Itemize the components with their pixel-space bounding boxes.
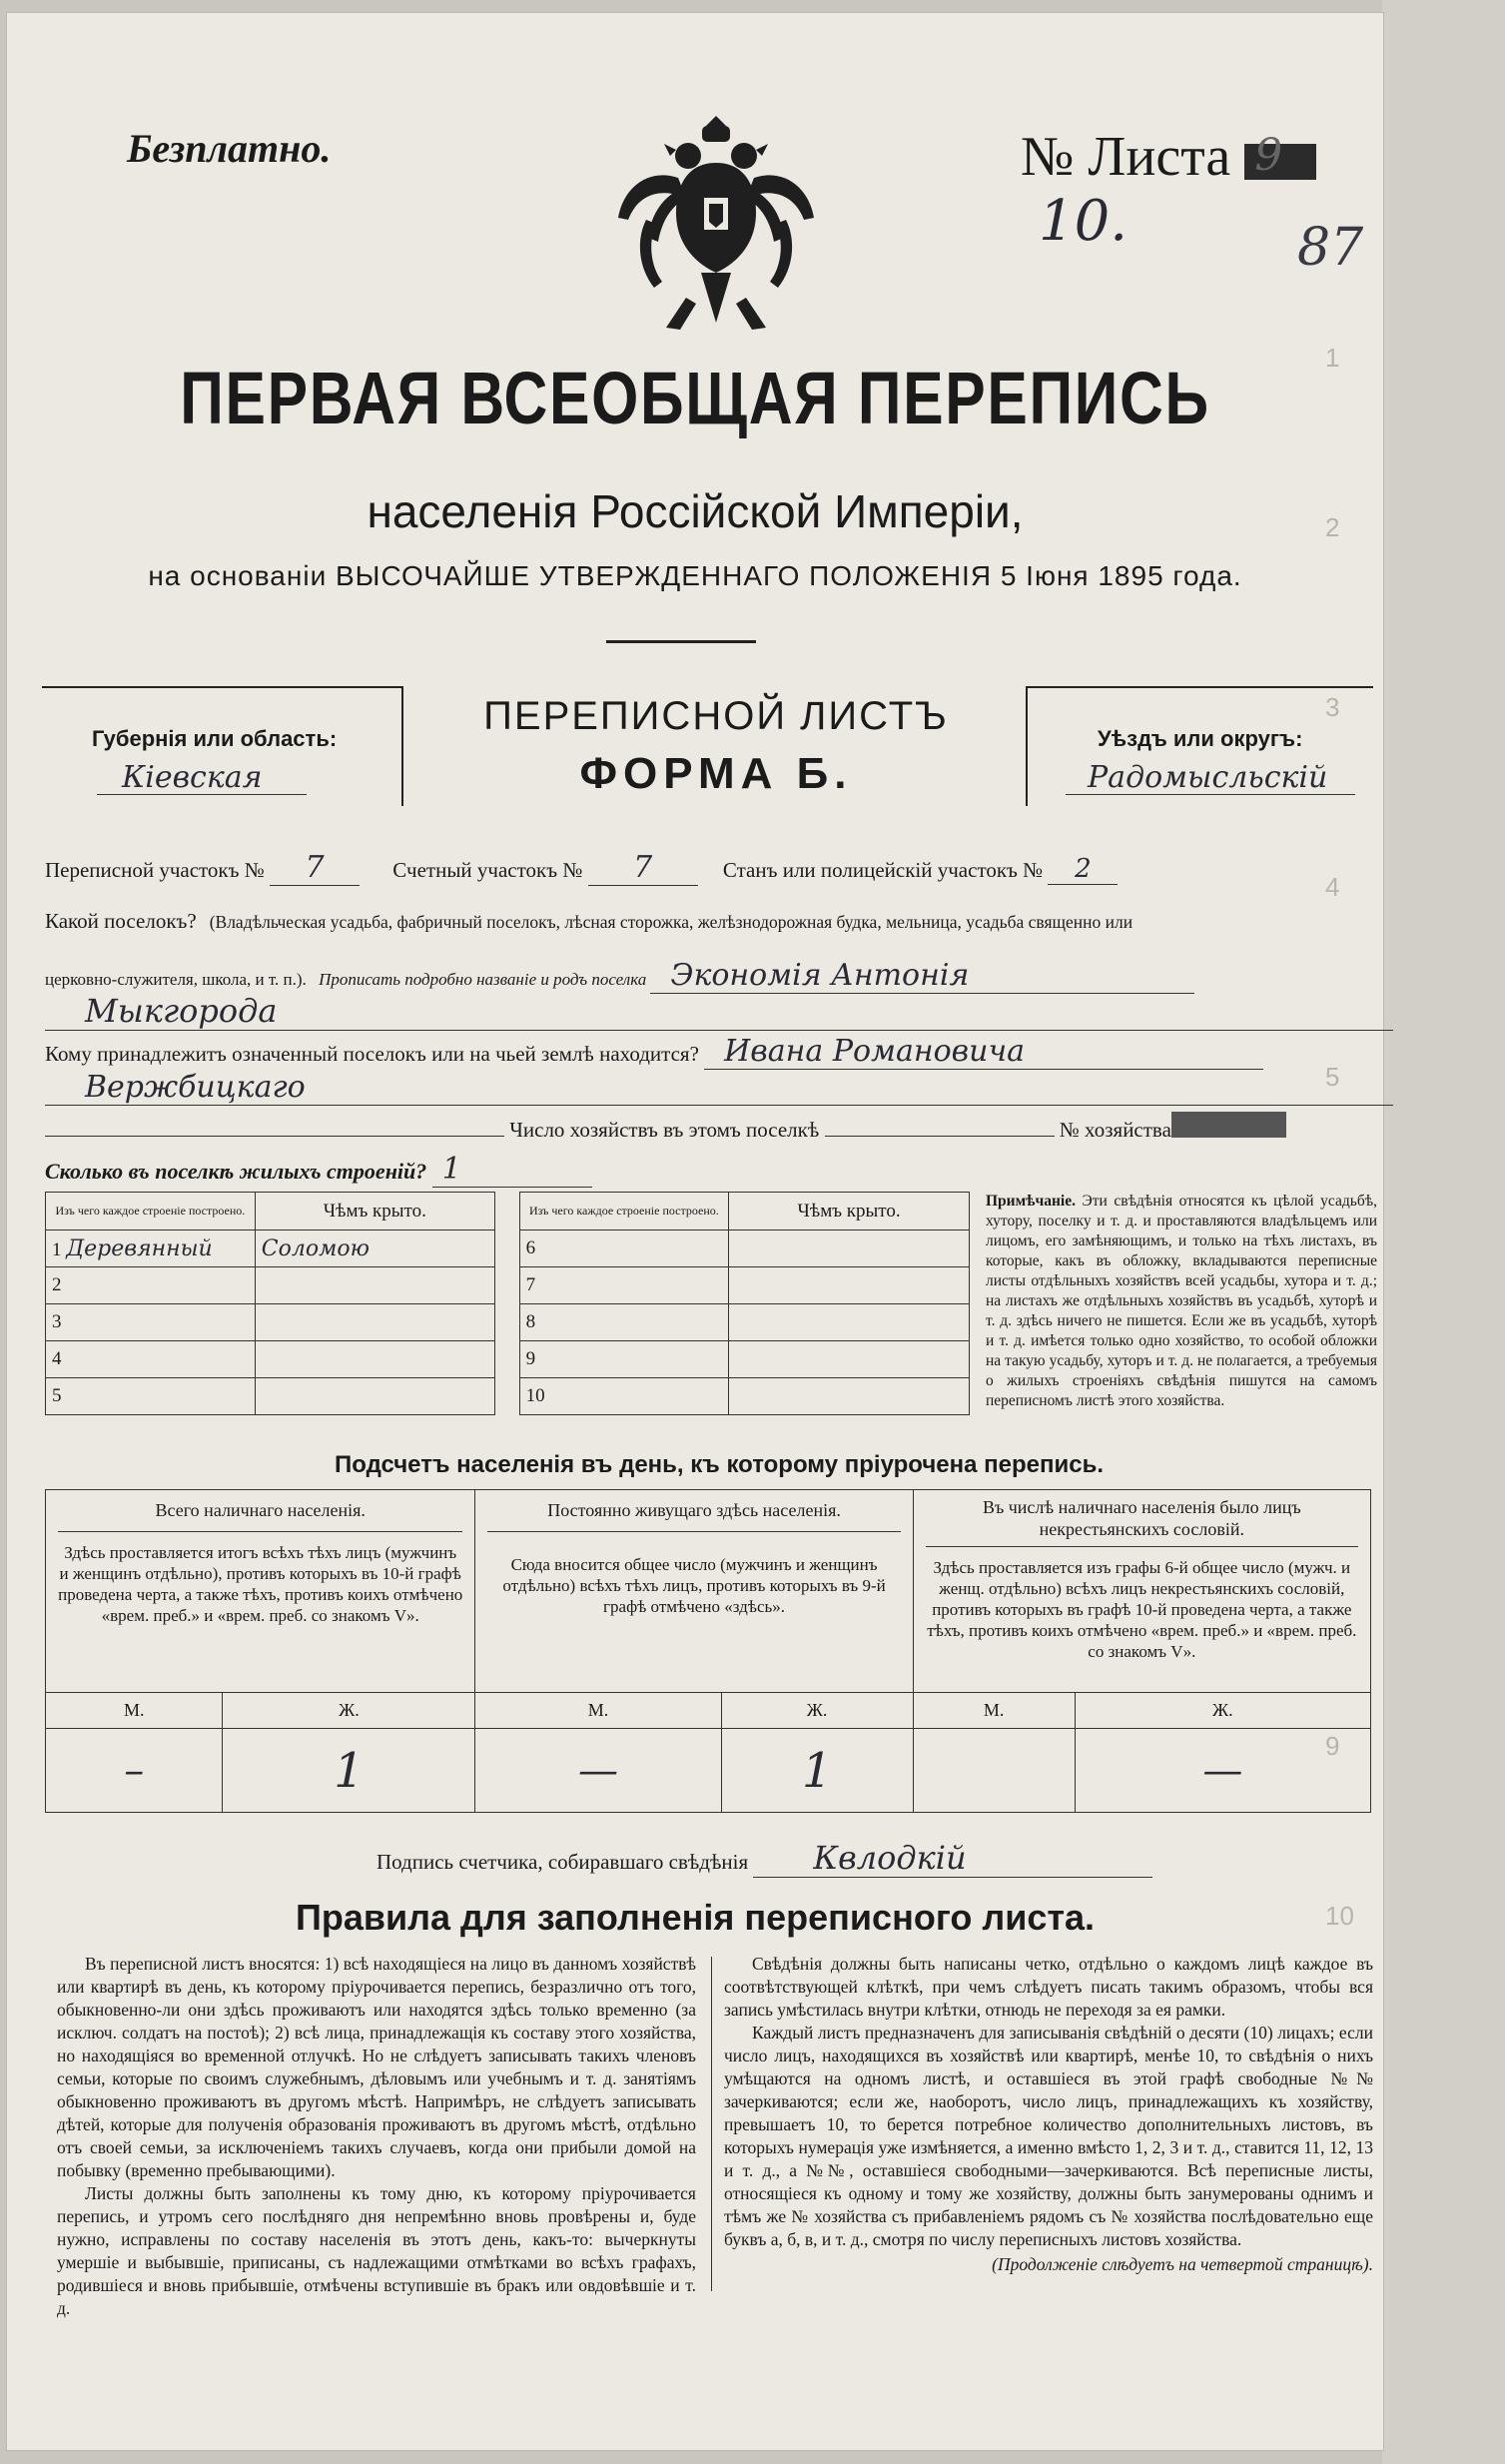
households-value xyxy=(825,1112,1055,1137)
male-header: М. xyxy=(913,1693,1075,1729)
table-row xyxy=(46,1341,970,1378)
settlement-row-2 xyxy=(45,958,1194,994)
signature-label: Подпись счетчика, собиравшаго свѣдѣнія xyxy=(376,1850,749,1874)
row-number: 3 xyxy=(46,1304,256,1341)
male-header: М. xyxy=(475,1693,721,1729)
non-peasant-column xyxy=(913,1490,1370,1693)
owner-value-2: Вержбицкаго xyxy=(45,1070,1393,1106)
female-header: Ж. xyxy=(721,1693,913,1729)
free-of-charge-label: Безплатно. xyxy=(127,126,332,171)
province-label: Губернія или область: xyxy=(92,726,338,751)
col-header-material: Изъ чего каждое строеніе построено. xyxy=(46,1193,256,1231)
settlement-value: Экономія Антонія xyxy=(650,958,1194,994)
counting-district-value: 7 xyxy=(588,850,698,886)
owner-row xyxy=(45,1034,1263,1070)
owner-row-2 xyxy=(45,1070,1393,1106)
note-text: Эти свѣдѣнія относятся къ цѣлой усадьбѣ, хутору, поселку и т. д. и проставляются владѣльцемъ или лицомъ, его замѣняющимъ, и только на тѣхъ листахъ, въ которые, какъ въ обложку, вкладываются переписные листы отдѣльныхъ хозяйствъ всей усадьбы, хутора и т. д.; на листахъ же отдѣльныхъ хозяйствъ въ усадьбѣ, хуторѣ и т. д. здѣсь ничего не пишется. Если же въ усадьбѣ, хуторѣ и т. д. имѣется только одно хозяйство, то особой обложки на такую усадьбу, хуторъ и т. д. не полагается, а требуемыя о жилыхъ строеніяхъ свѣдѣнія пишутся на самомъ переписномъ листѣ этого хозяйства. xyxy=(986,1193,1378,1409)
sheet-number-handwritten: 10. xyxy=(1039,189,1129,254)
households-blank xyxy=(45,1112,504,1137)
page-legal-basis: на основаніи ВЫСОЧАЙШЕ УТВЕРЖДЕННАГО ПОЛОЖЕНІЯ 5 Іюня 1895 года. xyxy=(148,560,1242,591)
margin-number: 9 xyxy=(1325,1731,1340,1761)
note-lead: Примѣчаніе. xyxy=(986,1193,1076,1210)
redacted-household-number xyxy=(1171,1112,1286,1138)
total-population-title: Всего наличнаго населенія. xyxy=(58,1500,462,1532)
household-number-label: № хозяйства xyxy=(1059,1118,1171,1142)
row-number: 7 xyxy=(519,1267,729,1304)
total-population-column xyxy=(46,1490,475,1693)
non-peasant-desc: Здѣсь проставляется изъ графы 6-й общее число (мужч. и женщ. отдѣльно) всѣхъ лицъ некрестьянскихъ сословій, противъ которыхъ въ графѣ 10-й проведена черта, а также тѣхъ, противъ коихъ отмѣчено «врем. преб.» и «врем. преб. со знакомъ V». xyxy=(927,1558,1357,1661)
col-header-roof: Чѣмъ крыто. xyxy=(255,1193,494,1231)
margin-number: 5 xyxy=(1325,1062,1340,1092)
male-header: М. xyxy=(46,1693,223,1729)
province-underline xyxy=(97,794,307,795)
buildings-row xyxy=(45,1152,592,1188)
buildings-label: Сколько въ поселкѣ жилыхъ строеній? xyxy=(45,1159,427,1184)
rules-column-divider xyxy=(711,1957,712,2291)
margin-number: 1 xyxy=(1325,343,1340,373)
row-number: 6 xyxy=(519,1231,729,1267)
row-number: 4 xyxy=(46,1341,256,1378)
permanent-male-value: — xyxy=(475,1729,721,1813)
margin-handwritten-number: 87 xyxy=(1297,218,1364,278)
rules-left-column xyxy=(57,1953,696,2320)
counting-district-label: Счетный участокъ № xyxy=(392,858,583,882)
permanent-female-value: 1 xyxy=(721,1729,913,1813)
owner-value: Ивана Романовича xyxy=(704,1034,1263,1070)
female-header: Ж. xyxy=(1075,1693,1370,1729)
bleed-through-area xyxy=(37,73,986,303)
settlement-instruction: Прописать подробно названіе и родъ поселка xyxy=(319,970,647,989)
buildings-table xyxy=(45,1192,970,1415)
settlement-hint: (Владѣльческая усадьба, фабричный поселокъ, лѣсная сторожка, желѣзнодорожная будка, мельница, усадьба священно или xyxy=(209,912,1133,932)
table-row xyxy=(46,1378,970,1415)
roof-value: Соломою xyxy=(255,1231,494,1267)
permanent-population-desc: Сюда вносится общее число (мужчинъ и женщинъ отдѣльно) всѣхъ тѣхъ лицъ, противъ которыхъ въ 9-й графѣ отмѣчено «здѣсь». xyxy=(502,1555,886,1616)
row-number: 8 xyxy=(519,1304,729,1341)
rules-title: Правила для заполненія переписного листа. xyxy=(295,1897,1096,1938)
permanent-population-title: Постоянно живущаго здѣсь населенія. xyxy=(487,1500,900,1532)
row-number: 1 xyxy=(52,1238,62,1260)
total-male-value: – xyxy=(46,1729,223,1813)
non-peasant-male-value xyxy=(913,1729,1075,1813)
total-female-value: 1 xyxy=(223,1729,475,1813)
signature-row xyxy=(376,1839,1152,1878)
district-label: Уѣздъ или округъ: xyxy=(1098,726,1303,751)
settlement-hint-2: церковно-служителя, школа, и т. п.). xyxy=(45,970,307,989)
province-value: Кіевская xyxy=(122,760,263,795)
table-row xyxy=(46,1304,970,1341)
form-code: ФОРМА Б. xyxy=(579,749,853,798)
row-number: 5 xyxy=(46,1378,256,1415)
material-value: Деревянный xyxy=(66,1235,213,1261)
scan-edge xyxy=(1382,0,1505,2464)
settlement-label: Какой поселокъ? xyxy=(45,909,197,933)
signature-value: Квлодкій xyxy=(753,1839,1152,1878)
rules-right-column xyxy=(724,1953,1373,2276)
census-district-label: Переписной участокъ № xyxy=(45,858,265,882)
table-row xyxy=(46,1231,970,1267)
district-box xyxy=(1026,686,1373,806)
rules-left-paragraph-1: Въ переписной листъ вносятся: 1) всѣ находящіеся на лицо въ данномъ хозяйствѣ или квартирѣ въ день, къ которому пріурочивается перепись, безразлично отъ того, обыкновенно-ли они здѣсь проживаютъ или находятся здѣсь только временно (за исключ. солдатъ на постоѣ); 2) всѣ лица, принадлежащія къ составу этого хозяйства, но находящіяся во временной отлучкѣ. Но не слѣдуетъ записывать такихъ членовъ семьи, которые по своимъ служебнымъ, дѣловымъ или учебнымъ и т. д. занятіямъ обыкновенно проживаютъ въ другомъ мѣстѣ. Напримѣръ, не слѣдуетъ записывать дѣтей, которые для полученія образованія проживаютъ въ другомъ мѣстѣ, отдѣльно отъ своей семьи, за исключеніемъ такихъ случаевъ, когда они прибыли домой на побывку (временно пребывающими). xyxy=(57,1954,696,2180)
households-label: Число хозяйствъ въ этомъ поселкѣ xyxy=(509,1118,820,1142)
row-number: 9 xyxy=(519,1341,729,1378)
col-header-material: Изъ чего каждое строеніе построено. xyxy=(519,1193,729,1231)
col-header-roof: Чѣмъ крыто. xyxy=(729,1193,970,1231)
row-number: 2 xyxy=(46,1267,256,1304)
district-underline xyxy=(1066,794,1355,795)
buildings-note xyxy=(986,1192,1377,1411)
double-headed-eagle-emblem xyxy=(606,108,826,343)
rules-continued-note: (Продолженіе слѣдуетъ на четвертой страницѣ). xyxy=(992,2254,1373,2274)
permanent-population-column xyxy=(475,1490,913,1693)
settlement-row-3 xyxy=(45,992,1393,1031)
page-subtitle: населенія Россійской Имперіи, xyxy=(367,485,1024,537)
rules-right-paragraph-2: Каждый листъ предназначенъ для записыванія свѣдѣній о десяти (10) лицахъ; если число лицъ, находящихся въ хозяйствѣ или квартирѣ, менѣе 10, то свѣдѣнія о нихъ умѣщаются на одномъ листѣ, и оставшіеся въ этой графѣ свободные №№ зачеркиваются; если же, наоборотъ, число лицъ, принадлежащихъ къ хозяйству, превышаетъ 10, то берется потребное количество дополнительныхъ листовъ, въ которыхъ нумерація уже измѣняется, а именно вмѣсто 1, 2, 3 и т. д., ставится 11, 12, 13 и т. д., а №№, оставшіеся свободными—зачеркиваются. Всѣ переписные листы, относящіеся къ одному и тому же хозяйству, должны быть занумерованы однимъ и тѣмъ же № хозяйства съ прибавленіемъ рядомъ съ № хозяйства послѣдовательно еще буквъ а, б, в, и т. д., смотря по числу переписныхъ листовъ хозяйства. xyxy=(724,2023,1373,2249)
margin-number: 2 xyxy=(1325,512,1340,542)
population-count-title: Подсчетъ населенія въ день, къ которому пріурочена перепись. xyxy=(335,1451,1104,1478)
row-number: 10 xyxy=(519,1378,729,1415)
police-district-value: 2 xyxy=(1048,854,1118,885)
buildings-value: 1 xyxy=(432,1152,592,1188)
sheet-number-value: 9 xyxy=(1254,130,1283,182)
rules-right-paragraph-1: Свѣдѣнія должны быть написаны четко, отдѣльно о каждомъ лицѣ каждое въ соотвѣтствующей клѣткѣ, при чемъ слѣдуетъ писать такимъ образомъ, чтобы вся запись умѣстилась внутри клѣтки, отнюдь не переходя за ея рамки. xyxy=(724,1954,1373,2020)
district-value: Радомысльскій xyxy=(1088,760,1328,795)
census-district-value: 7 xyxy=(270,850,360,886)
settlement-row xyxy=(45,909,1132,934)
census-sheet xyxy=(6,12,1384,2451)
total-population-desc: Здѣсь проставляется итогъ всѣхъ тѣхъ лицъ (мужчинъ и женщинъ отдѣльно), противъ которыхъ въ 10-й графѣ проведена черта, а также тѣхъ, противъ коихъ отмѣчено «врем. преб.» и «врем. преб. со знакомъ V». xyxy=(58,1543,463,1625)
district-numbers-row xyxy=(45,850,1118,886)
owner-label: Кому принадлежитъ означенный поселокъ или на чьей землѣ находится? xyxy=(45,1042,699,1066)
rules-left-paragraph-2: Листы должны быть заполнены къ тому дню, къ которому пріурочивается перепись, и утромъ сего послѣдняго дня непремѣнно вновь провѣрены и, буде нужно, исправлены по составу населенія въ этотъ день, какъ-то: вычеркнуты умершіе и выбывшіе, приписаны, съ надлежащими отмѣтками во всѣхъ графахъ, родившіеся и вновь прибывшіе, отмѣчены вступившіе въ бракъ или овдовѣвшіе и т. д. xyxy=(57,2183,696,2318)
female-header: Ж. xyxy=(223,1693,475,1729)
title-divider xyxy=(606,640,756,643)
non-peasant-female-value: — xyxy=(1075,1729,1370,1813)
police-district-label: Станъ или полицейскій участокъ № xyxy=(722,858,1044,882)
population-count-table xyxy=(45,1489,1371,1813)
non-peasant-title: Въ числѣ наличнаго населенія было лицъ некрестьянскихъ сословій. xyxy=(926,1496,1358,1547)
page-title: ПЕРВАЯ ВСЕОБЩАЯ ПЕРЕПИСЬ xyxy=(180,357,1210,439)
settlement-value-2: Мыкгорода xyxy=(45,992,1393,1031)
households-row xyxy=(45,1112,1171,1143)
redacted-sheet-number xyxy=(1244,130,1316,182)
province-box xyxy=(42,686,403,806)
form-title: ПЕРЕПИСНОЙ ЛИСТЪ xyxy=(483,694,949,738)
margin-number: 10 xyxy=(1325,1901,1354,1931)
margin-number: 4 xyxy=(1325,872,1340,902)
table-row xyxy=(46,1267,970,1304)
form-title-block xyxy=(406,686,1026,799)
sheet-number-label: № Листа xyxy=(1021,126,1231,188)
margin-number: 3 xyxy=(1325,692,1340,722)
